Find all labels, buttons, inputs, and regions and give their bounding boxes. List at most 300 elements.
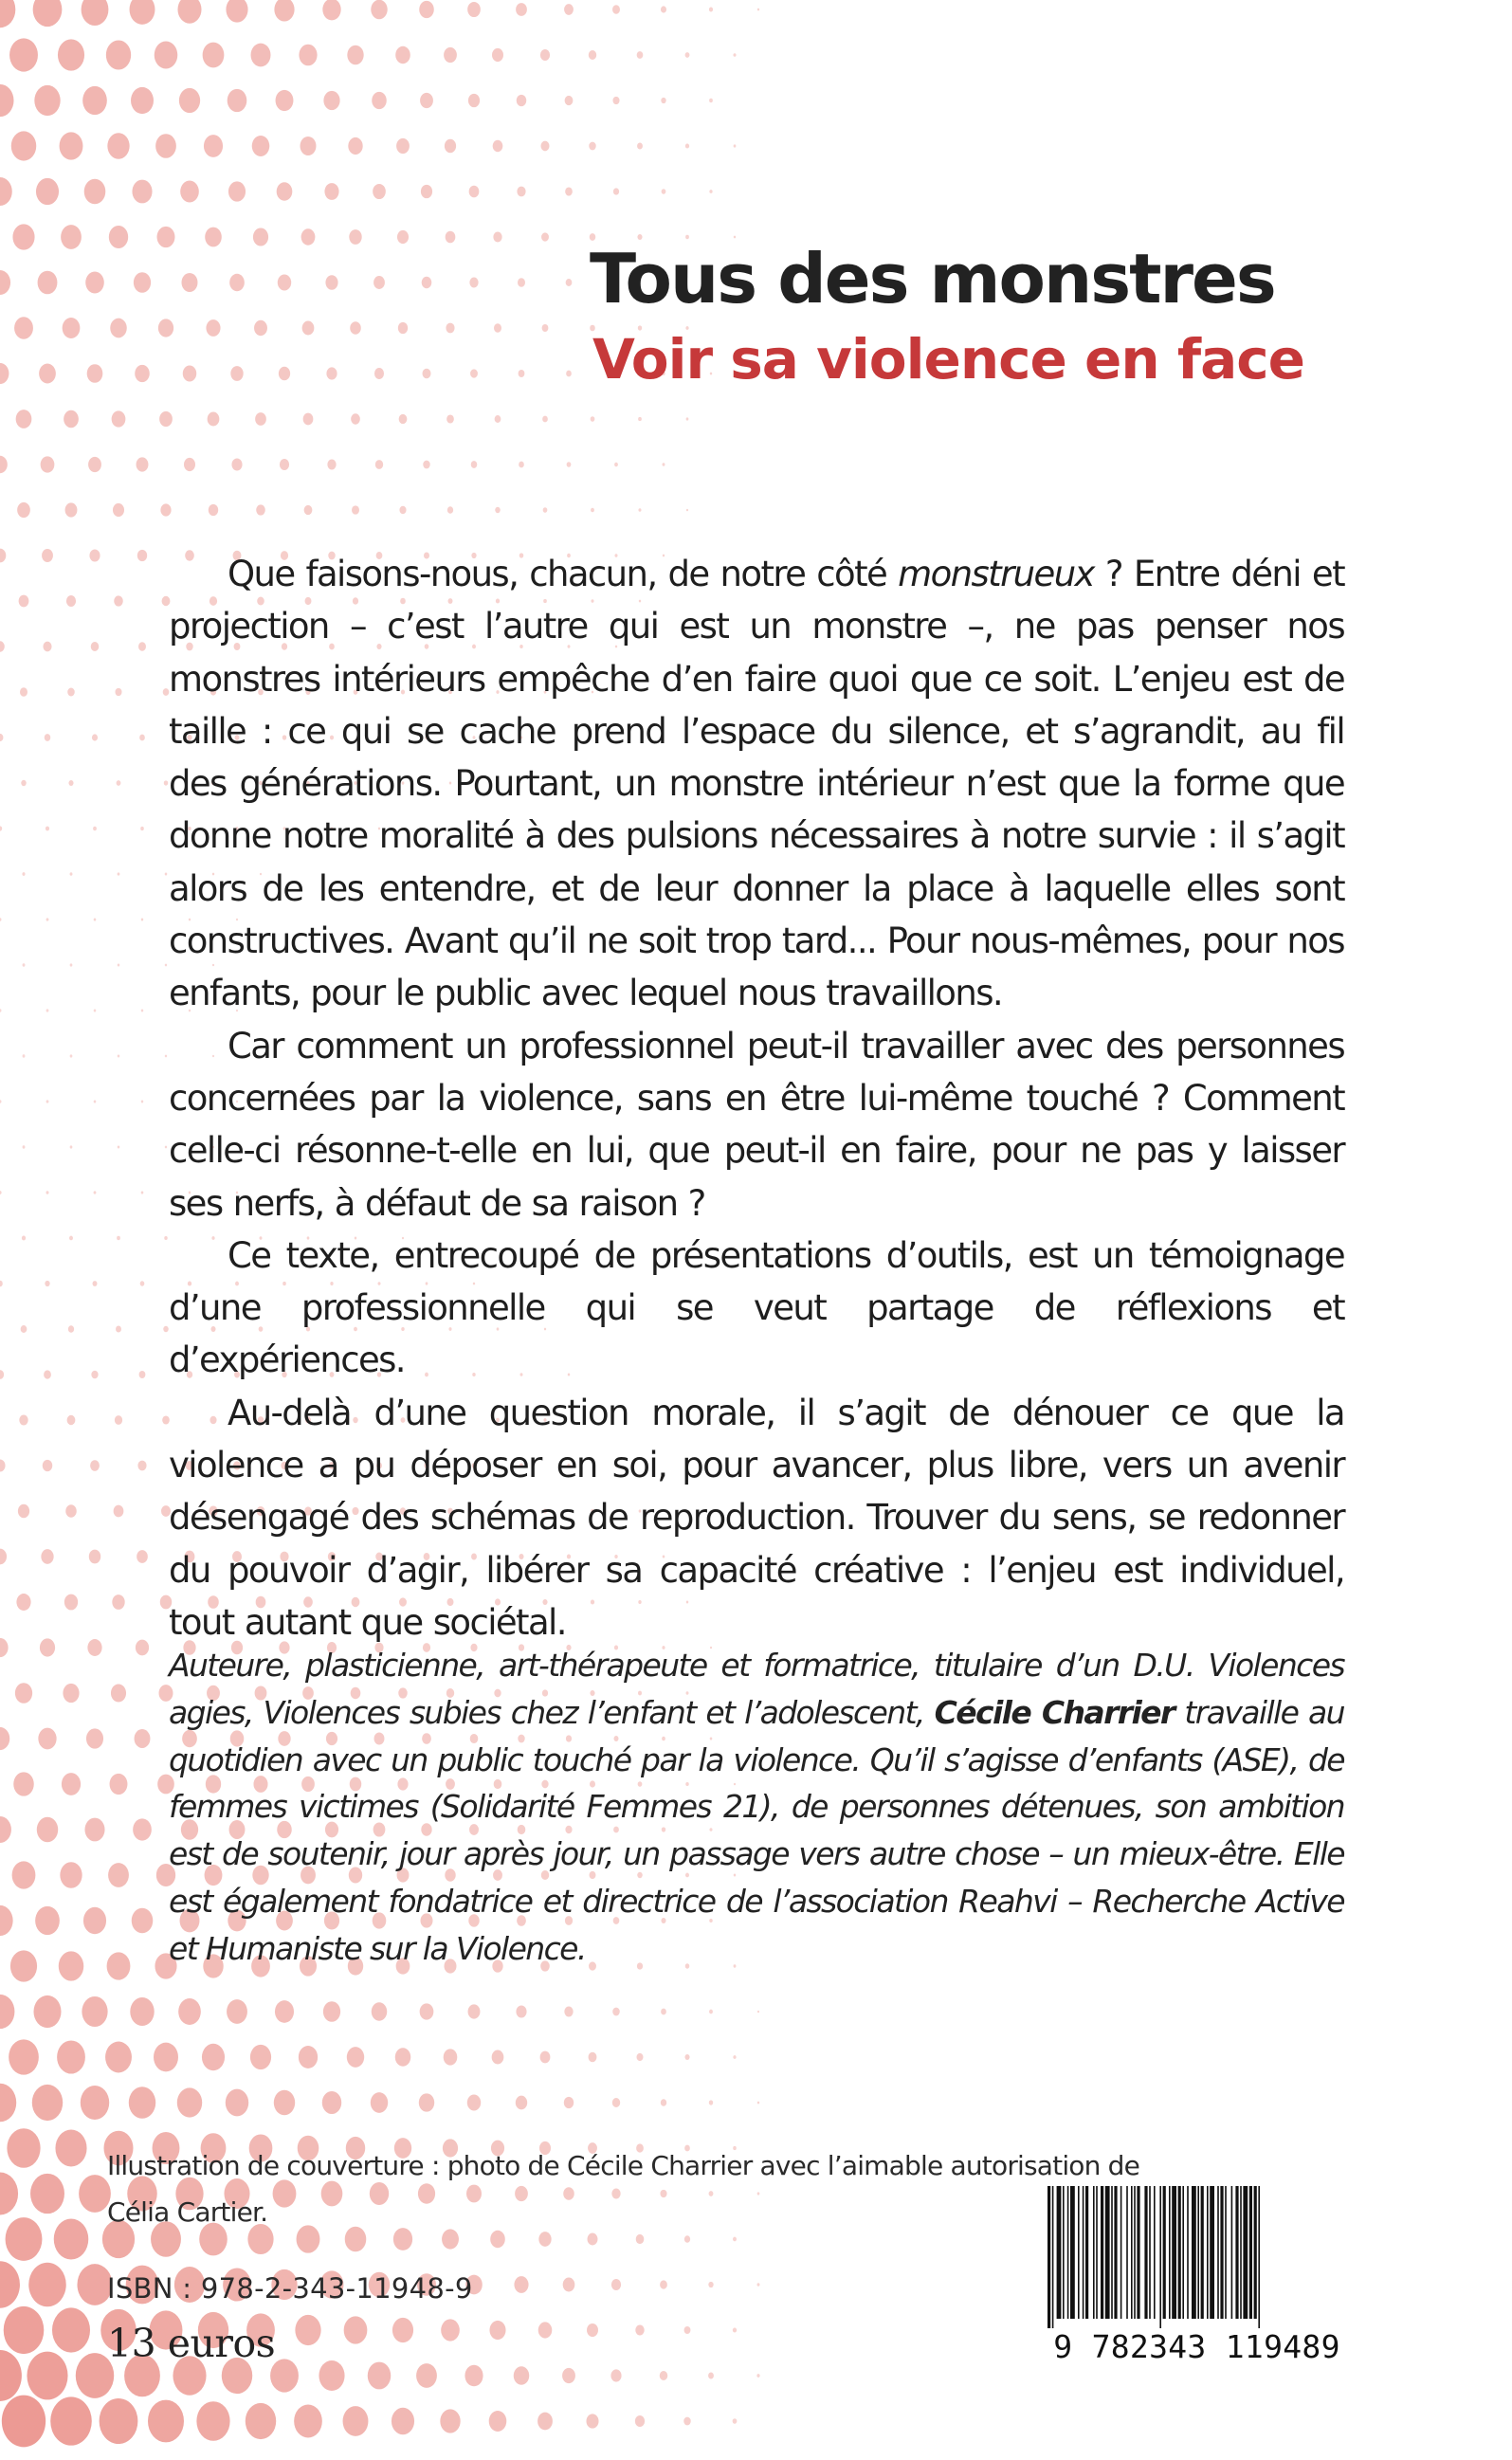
halftone-dot xyxy=(0,1459,6,1471)
barcode-bar xyxy=(1178,2186,1181,2319)
halftone-dot xyxy=(135,365,150,382)
halftone-dot xyxy=(9,2039,39,2074)
halftone-dot xyxy=(468,94,480,107)
halftone-dot xyxy=(301,228,316,245)
halftone-dot xyxy=(94,1009,97,1011)
halftone-dot xyxy=(395,46,410,64)
halftone-dot xyxy=(60,132,83,159)
halftone-dot xyxy=(446,414,454,423)
halftone-dot xyxy=(274,0,294,22)
halftone-dot xyxy=(538,2322,553,2338)
halftone-dot xyxy=(492,48,503,62)
halftone-dot xyxy=(280,459,289,470)
halftone-dot xyxy=(447,506,453,513)
halftone-dot xyxy=(374,368,384,379)
barcode-bar xyxy=(1159,2186,1161,2328)
halftone-dot xyxy=(52,2307,90,2352)
halftone-dot xyxy=(46,1191,48,1194)
halftone-dot xyxy=(16,410,32,428)
halftone-dot xyxy=(253,228,268,246)
blurb-paragraph-4: Au-delà d’une question morale, il s’agit de dénouer ce que la violence a pu déposer en soi, pour avancer, plus libre, vers un avenir désengagé des schémas de reproduction. Trouver du sens, se redonner du pouvoir d’agir, libérer sa capacité créative : l’enjeu est individuel, tout autant que sociétal. xyxy=(169,1392,1344,1643)
barcode-bar xyxy=(1057,2186,1062,2319)
halftone-dot xyxy=(589,50,596,60)
halftone-dot xyxy=(21,780,26,786)
halftone-dot xyxy=(421,185,432,198)
halftone-dot xyxy=(0,826,2,830)
halftone-dot xyxy=(0,734,3,741)
halftone-dot xyxy=(589,142,595,151)
barcode-bar xyxy=(1207,2186,1209,2319)
halftone-dot xyxy=(157,227,175,247)
halftone-dot xyxy=(250,2045,271,2069)
halftone-dot xyxy=(516,2005,526,2017)
halftone-dot xyxy=(683,2417,690,2426)
barcode-bar xyxy=(1249,2186,1252,2319)
barcode-bar xyxy=(1114,2186,1117,2319)
halftone-dot xyxy=(177,2087,202,2117)
halftone-dot xyxy=(158,319,173,337)
blurb-paragraph-3: Ce texte, entrecoupé de présentations d’outils, est un témoignage d’une professionnelle qui se veut partage de réflexions et d’expériences. xyxy=(169,1234,1344,1381)
barcode-bar xyxy=(1235,2186,1238,2319)
halftone-dot xyxy=(661,6,666,12)
halftone-dot xyxy=(46,1100,49,1102)
halftone-dot xyxy=(371,2092,388,2113)
halftone-dot xyxy=(10,1950,37,1981)
halftone-dot xyxy=(23,1145,26,1148)
author-name: Cécile Charrier xyxy=(934,1693,1175,1731)
halftone-dot xyxy=(140,827,144,830)
halftone-dot xyxy=(0,270,10,295)
halftone-dot xyxy=(141,919,143,921)
halftone-dot xyxy=(301,137,317,155)
halftone-dot xyxy=(139,735,145,741)
halftone-dot xyxy=(148,2400,184,2443)
halftone-dot xyxy=(540,49,550,61)
halftone-dot xyxy=(516,2096,527,2110)
halftone-dot xyxy=(489,2411,507,2432)
halftone-dot xyxy=(155,134,176,158)
halftone-dot xyxy=(514,2276,528,2293)
halftone-dot xyxy=(468,2004,481,2018)
halftone-dot xyxy=(0,918,1,920)
halftone-dot xyxy=(165,1055,167,1058)
halftone-dot xyxy=(0,456,8,473)
halftone-dot xyxy=(209,504,218,516)
halftone-dot xyxy=(542,416,548,423)
halftone-dot xyxy=(299,2046,318,2068)
halftone-dot xyxy=(0,1816,11,1843)
halftone-dot xyxy=(130,0,155,25)
halftone-dot xyxy=(565,187,573,195)
halftone-dot xyxy=(57,2040,85,2073)
halftone-dot xyxy=(107,133,129,158)
barcode-bar xyxy=(1070,2186,1075,2319)
halftone-dot xyxy=(87,364,103,383)
halftone-dot xyxy=(45,1281,49,1286)
halftone-dot xyxy=(344,2316,368,2343)
halftone-dot xyxy=(685,143,689,148)
halftone-dot xyxy=(132,180,152,204)
halftone-dot xyxy=(495,507,500,513)
barcode-bar xyxy=(1096,2186,1098,2319)
halftone-dot xyxy=(684,2235,690,2242)
halftone-dot xyxy=(118,964,120,967)
halftone-dot xyxy=(17,502,30,518)
halftone-dot xyxy=(396,138,410,154)
halftone-dot xyxy=(611,2279,621,2290)
halftone-dot xyxy=(660,2371,668,2380)
barcode-bar xyxy=(1131,2186,1133,2319)
halftone-dot xyxy=(352,505,359,514)
halftone-dot xyxy=(327,460,336,470)
halftone-dot xyxy=(445,139,456,153)
halftone-dot xyxy=(489,2321,505,2340)
cover-credit-line-1: Illustration de couverture : photo de Cécile Charrier avec l’aimable autorisation de xyxy=(107,2150,1140,2181)
halftone-dot xyxy=(93,827,97,831)
halftone-dot xyxy=(567,462,572,467)
barcode-bars xyxy=(1047,2186,1346,2328)
barcode-number: 9 782343 119489 xyxy=(1053,2328,1340,2365)
halftone-dot xyxy=(87,1639,101,1656)
barcode-bar xyxy=(1217,2186,1219,2319)
halftone-dot xyxy=(303,413,314,426)
halftone-dot xyxy=(60,1862,82,1887)
halftone-dot xyxy=(58,39,84,70)
halftone-dot xyxy=(91,1371,98,1379)
halftone-dot xyxy=(0,363,9,384)
halftone-dot xyxy=(70,963,73,966)
halftone-dot xyxy=(540,2051,551,2064)
barcode-bar xyxy=(1201,2186,1204,2319)
halftone-dot xyxy=(255,412,266,426)
halftone-dot xyxy=(685,52,690,58)
halftone-dot xyxy=(64,410,79,428)
halftone-dot xyxy=(33,0,63,27)
halftone-dot xyxy=(55,2129,86,2166)
halftone-dot xyxy=(68,1325,74,1332)
halftone-dot xyxy=(79,2175,111,2213)
halftone-dot xyxy=(90,1460,100,1471)
halftone-dot xyxy=(100,2398,138,2444)
barcode-bar xyxy=(1101,2186,1103,2319)
halftone-dot xyxy=(278,275,291,291)
halftone-dot xyxy=(30,2174,64,2214)
halftone-dot xyxy=(733,2237,737,2242)
halftone-dot xyxy=(205,228,222,247)
halftone-dot xyxy=(36,178,59,205)
halftone-dot xyxy=(420,2003,434,2019)
halftone-dot xyxy=(686,509,688,512)
halftone-dot xyxy=(66,595,76,607)
halftone-dot xyxy=(254,320,267,336)
halftone-dot xyxy=(15,1683,32,1704)
halftone-dot xyxy=(61,225,82,249)
barcode-bar xyxy=(1231,2186,1233,2319)
halftone-dot xyxy=(202,2044,225,2070)
halftone-dot xyxy=(471,461,478,468)
halftone-dot xyxy=(279,367,290,380)
halftone-dot xyxy=(64,1594,78,1611)
halftone-dot xyxy=(319,2360,344,2391)
halftone-dot xyxy=(709,2100,713,2105)
halftone-dot xyxy=(82,86,107,115)
halftone-dot xyxy=(709,2010,713,2014)
halftone-dot xyxy=(325,275,337,289)
halftone-dot xyxy=(106,40,131,69)
halftone-dot xyxy=(130,1997,154,2026)
halftone-dot xyxy=(93,1281,98,1286)
halftone-dot xyxy=(91,642,100,651)
halftone-dot xyxy=(184,458,195,471)
halftone-dot xyxy=(40,1638,55,1656)
halftone-dot xyxy=(612,2098,620,2107)
blurb xyxy=(169,548,1344,1649)
halftone-dot xyxy=(114,595,122,606)
halftone-dot xyxy=(159,411,173,427)
halftone-dot xyxy=(709,190,712,193)
halftone-dot xyxy=(136,1640,149,1656)
halftone-dot xyxy=(517,95,526,106)
halftone-dot xyxy=(564,2007,573,2017)
halftone-dot xyxy=(733,2418,738,2424)
halftone-dot xyxy=(612,2008,620,2016)
halftone-dot xyxy=(324,183,338,200)
halftone-dot xyxy=(423,369,431,379)
halftone-dot xyxy=(399,414,408,424)
halftone-dot xyxy=(94,918,97,920)
blurb-paragraph-1: Que faisons-nous, chacun, de notre côté monstrueux ? Entre déni et projection – c’est l’autre qui est un monstre –, ne pas penser nos monstres intérieurs empêche d’en faire quoi que ce soit. L’enjeu est de taille : ce qui se cache prend l’espace du silence, et s’agrandit, au fil des générations. Pourtant, un monstre intérieur n’est que la forme que donne notre moralité à des pulsions nécessaires à notre survie : il s’agit alors de les entendre, et de leur donner la place à laquelle elles sont constructives. Avant qu’il ne soit trop tard... Pour nous-mêmes, pour nos enfants, pour le public avec lequel nous travaillons. xyxy=(169,554,1344,1014)
halftone-dot xyxy=(562,2368,575,2383)
halftone-dot xyxy=(45,734,51,741)
halftone-dot xyxy=(32,2085,63,2121)
halftone-dot xyxy=(0,1370,4,1379)
halftone-dot xyxy=(686,417,689,420)
halftone-dot xyxy=(89,1550,100,1564)
halftone-dot xyxy=(0,1281,3,1287)
halftone-dot xyxy=(115,1415,122,1425)
halftone-dot xyxy=(46,1009,49,1011)
halftone-dot xyxy=(65,1504,76,1518)
halftone-dot xyxy=(0,549,6,563)
barcode-bar xyxy=(1052,2186,1054,2328)
halftone-dot xyxy=(109,226,128,248)
halftone-dot xyxy=(661,98,665,103)
halftone-dot xyxy=(13,1772,33,1795)
halftone-dot xyxy=(54,2218,89,2259)
halftone-dot xyxy=(0,2261,20,2307)
halftone-dot xyxy=(636,2234,645,2244)
halftone-dot xyxy=(50,2396,92,2445)
halftone-dot xyxy=(6,2217,43,2261)
halftone-dot xyxy=(107,1952,131,1979)
halftone-dot xyxy=(0,2350,22,2401)
halftone-dot xyxy=(132,1908,154,1934)
halftone-dot xyxy=(141,1191,144,1194)
halftone-dot xyxy=(59,1951,84,1980)
halftone-dot xyxy=(323,91,339,110)
halftone-dot xyxy=(19,595,29,608)
halftone-dot xyxy=(35,1906,60,1935)
halftone-dot xyxy=(587,2323,598,2337)
halftone-dot xyxy=(277,182,293,201)
halftone-dot xyxy=(416,2363,437,2388)
halftone-dot xyxy=(160,503,171,516)
halftone-dot xyxy=(757,9,759,11)
halftone-dot xyxy=(117,1236,120,1240)
halftone-dot xyxy=(22,1236,26,1241)
barcode-bar xyxy=(1134,2186,1136,2319)
halftone-dot xyxy=(70,872,73,875)
halftone-dot xyxy=(348,137,362,155)
halftone-dot xyxy=(372,2002,387,2020)
barcode-bar xyxy=(1111,2186,1113,2319)
halftone-dot xyxy=(81,2086,109,2120)
barcode-bar xyxy=(1258,2186,1260,2328)
halftone-dot xyxy=(709,99,713,102)
emphasis-monstrueux: monstrueux xyxy=(898,554,1094,594)
halftone-dot xyxy=(733,53,736,57)
halftone-dot xyxy=(586,2414,598,2428)
halftone-dot xyxy=(86,1728,103,1748)
halftone-dot xyxy=(733,2327,737,2332)
halftone-dot xyxy=(112,1594,124,1610)
halftone-dot xyxy=(41,1549,53,1564)
halftone-dot xyxy=(636,2053,643,2061)
halftone-dot xyxy=(177,0,201,24)
halftone-dot xyxy=(41,456,55,472)
barcode-bar xyxy=(1187,2186,1189,2319)
halftone-dot xyxy=(46,918,49,920)
halftone-dot xyxy=(372,92,387,109)
halftone-dot xyxy=(2,2396,46,2448)
halftone-dot xyxy=(110,319,126,338)
halftone-dot xyxy=(375,460,383,469)
halftone-dot xyxy=(709,8,713,12)
barcode-bar xyxy=(1085,2186,1088,2319)
halftone-dot xyxy=(94,1100,97,1102)
barcode-bar xyxy=(1220,2186,1223,2319)
halftone-dot xyxy=(0,1009,1,1011)
halftone-dot xyxy=(112,410,126,427)
halftone-dot xyxy=(0,84,14,117)
cover-credit xyxy=(107,2142,1188,2235)
halftone-dot xyxy=(299,45,317,66)
halftone-dot xyxy=(44,1370,51,1378)
halftone-dot xyxy=(196,2401,229,2441)
halftone-dot xyxy=(350,321,361,335)
barcode-bar xyxy=(1149,2186,1151,2319)
halftone-dot xyxy=(180,180,199,202)
halftone-dot xyxy=(14,317,33,338)
halftone-dot xyxy=(0,1727,9,1750)
halftone-dot xyxy=(82,1996,107,2027)
halftone-dot xyxy=(543,507,548,513)
halftone-dot xyxy=(38,271,58,295)
halftone-dot xyxy=(16,1594,30,1611)
halftone-dot xyxy=(7,2128,40,2168)
barcode-bar xyxy=(1225,2186,1227,2319)
halftone-dot xyxy=(0,1905,13,1936)
halftone-dot xyxy=(540,141,549,152)
book-subtitle: Voir sa violence en face xyxy=(592,327,1304,392)
halftone-dot xyxy=(137,550,147,561)
halftone-dot xyxy=(226,0,247,23)
halftone-dot xyxy=(564,2097,574,2108)
halftone-dot xyxy=(326,367,337,379)
halftone-dot xyxy=(141,1101,143,1103)
halftone-dot xyxy=(294,2404,322,2437)
halftone-dot xyxy=(757,2283,760,2286)
halftone-dot xyxy=(63,1684,79,1703)
halftone-dot xyxy=(227,1999,247,2024)
halftone-dot xyxy=(756,2374,759,2378)
halftone-dot xyxy=(226,2089,248,2117)
halftone-dot xyxy=(231,458,242,470)
halftone-dot xyxy=(591,508,594,513)
halftone-dot xyxy=(20,687,27,696)
halftone-dot xyxy=(129,2086,155,2119)
halftone-dot xyxy=(137,1461,146,1471)
halftone-dot xyxy=(0,0,15,27)
halftone-dot xyxy=(274,2090,295,2115)
halftone-dot xyxy=(111,1685,126,1703)
halftone-dot xyxy=(663,463,665,465)
halftone-dot xyxy=(420,93,433,108)
blurb-paragraph-2: Car comment un professionnel peut-il travailler avec des personnes concernées par la violence, sans en être lui-même touché ? Comment celle-ci résonne-t-elle en lui, que peut-il en faire, pour ne pas y laisser ses nerfs, à défaut de sa raison ? xyxy=(169,1025,1344,1224)
halftone-dot xyxy=(84,179,106,205)
halftone-dot xyxy=(230,366,243,381)
halftone-dot xyxy=(591,416,595,422)
halftone-dot xyxy=(228,181,246,201)
halftone-dot xyxy=(70,1145,73,1148)
halftone-dot xyxy=(492,2050,504,2065)
halftone-dot xyxy=(392,2408,414,2434)
barcode-bar xyxy=(1197,2186,1199,2319)
halftone-dot xyxy=(757,2102,759,2105)
halftone-dot xyxy=(514,2366,530,2384)
halftone-dot xyxy=(444,2049,458,2065)
halftone-dot xyxy=(92,734,98,740)
halftone-dot xyxy=(256,504,265,515)
halftone-dot xyxy=(612,97,619,104)
halftone-dot xyxy=(399,506,406,514)
halftone-dot xyxy=(371,0,387,19)
halftone-dot xyxy=(27,2352,67,2400)
barcode-bar xyxy=(1144,2186,1147,2319)
halftone-dot xyxy=(114,1505,124,1518)
halftone-dot xyxy=(660,2280,667,2288)
halftone-dot xyxy=(322,0,340,20)
halftone-dot xyxy=(82,0,109,26)
halftone-dot xyxy=(757,2011,759,2014)
halftone-dot xyxy=(446,231,456,244)
halftone-dot xyxy=(94,1191,97,1194)
halftone-dot xyxy=(84,1818,104,1842)
halftone-dot xyxy=(519,370,525,377)
halftone-dot xyxy=(467,2,481,17)
halftone-dot xyxy=(164,1236,167,1240)
halftone-dot xyxy=(89,549,100,561)
halftone-dot xyxy=(139,1371,146,1378)
halftone-dot xyxy=(118,1055,120,1058)
halftone-dot xyxy=(182,273,198,292)
halftone-dot xyxy=(684,2054,689,2060)
halftone-dot xyxy=(9,38,38,71)
halftone-dot xyxy=(541,232,549,241)
barcode-bar xyxy=(1120,2186,1122,2319)
halftone-dot xyxy=(684,2326,691,2334)
halftone-dot xyxy=(446,323,454,334)
